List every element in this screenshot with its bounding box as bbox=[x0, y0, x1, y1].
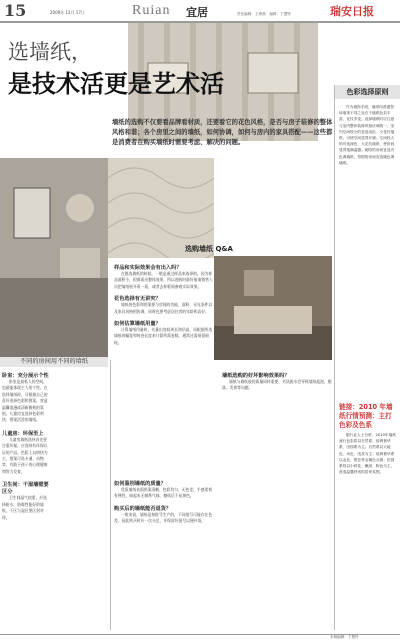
sidebar-divider bbox=[334, 85, 335, 630]
sidebar-heading: 链接：2010 年墙纸行情预测：主打色彩及色系 bbox=[339, 403, 393, 429]
headline-line-1: 选墙纸， bbox=[8, 40, 92, 64]
issue-date: 2009年 12月 17日 bbox=[50, 10, 85, 15]
wallpaper-sample-photo bbox=[108, 158, 214, 258]
left-article-title: 不同的房间用不同的墙纸 bbox=[19, 358, 89, 365]
footer-editor: 本版编辑：卞慧铃 bbox=[330, 635, 359, 639]
section-name-en: Ruian bbox=[132, 3, 171, 18]
answer-2: 墙纸的色彩和图案要与房间的功能、面积、采光条件以及家具风格相协调，同时也要考虑居住者的年龄和喜好。 bbox=[114, 302, 213, 314]
answer-1: 在挑选墙纸的时候，一般是通过样品来选择的。因为样品面积小，很难看出整体效果，所以选购时最好能请销售人员把墙纸展开看一看，或者去样板间参观实际效果。 bbox=[114, 271, 213, 289]
question-1: 样品和实际效果会有出入吗？ bbox=[114, 265, 182, 271]
subhead-bedroom: 卧室：充分展示个性 bbox=[2, 373, 49, 379]
section-name-cn: 宜居 bbox=[186, 6, 208, 19]
answer-4: 优质墙纸表面图案清晰、色彩均匀、无色差，手感柔韧有弹性，闻起来无刺鼻气味，擦拭后不易掉色。 bbox=[114, 487, 213, 499]
qa-col-2 bbox=[222, 372, 332, 392]
room-photo-left bbox=[0, 158, 108, 360]
article-deck: 墙纸的选购不仅要看品牌看材质，还要看它的花色风格，是否与房子装修的整体风格和谐；各个房里之间的墙纸，如何协调，如何与房内的家具搭配——这些都是消费者在购买墙纸时需要考虑、解决的问题。 bbox=[112, 119, 333, 147]
question-5: 购买后的墙纸能否退货？ bbox=[114, 505, 172, 512]
editor-info: 责任编辑：王海燕 编辑：卞慧铃 bbox=[237, 12, 291, 16]
subhead-bathroom: 卫生间：干湿墙壁要区分 bbox=[2, 482, 49, 496]
question-4: 如何鉴别墙纸的质量？ bbox=[114, 481, 166, 487]
left-article-title-bar bbox=[0, 357, 108, 367]
left-article-col-1 bbox=[2, 372, 50, 521]
headline-line-2: 是技术活更是艺术活 bbox=[8, 70, 224, 98]
qa-col-1b bbox=[114, 480, 214, 525]
sidebar-title: 色彩选择原则 bbox=[346, 88, 389, 96]
page-number: 15 bbox=[4, 1, 27, 20]
body-kids-room: 儿童房墙纸选择首先要注重环保，应选择有环保认证的产品。色彩上以明快为主，图案可选卡通、动物等，有助于孩子的心理健康和智力发育。 bbox=[2, 436, 48, 474]
newspaper-logo: 瑞安日报 bbox=[330, 5, 374, 18]
column-divider bbox=[110, 360, 111, 630]
question-3: 如何估算墙纸用量？ bbox=[114, 321, 161, 328]
qa-section-title: 选购墙纸 Q&A bbox=[185, 245, 233, 253]
subhead-kids-room: 儿童房：环保至上 bbox=[2, 430, 44, 437]
question-2: 花色选择有无讲究？ bbox=[114, 296, 161, 303]
qa-col-1 bbox=[114, 264, 214, 346]
body-bathroom: 卫生间湿气较重，应选择防水、防霉性能好的墙纸，干区与湿区要区别对待。 bbox=[2, 495, 47, 520]
body-bedroom: 卧室是最私人的空间，也最能体现主人的个性。在选择墙纸时，可根据自己的喜好选择色彩和图案，营造温馨浪漫或清新雅致的氛围。儿童房宜选择色彩明快、图案活泼的墙纸。 bbox=[2, 379, 48, 423]
sidebar-body: 作为墙饰手段，墙纸同普通瓷砖墙饰不同之处在于墙纸色彩丰富，花纹多变。选择墙纸时应注意与室内整体装修风格协调统一，室内空间较小的宜选浅色、小花纹墙纸，可使空间显得开阔；空间较大的可选深色、大花纹墙纸，使房间显得饱满温馨。朝阳的房间宜选冷色调墙纸，背阴的房间宜选暖色调墙纸。 bbox=[339, 105, 395, 165]
answer-5: 一般来说，墙纸是按批号生产的，不同批号可能存在色差，因此购买时应一次买足，并保留好批号以便补货。 bbox=[114, 511, 213, 524]
answer-6: 墙纸与墙纸胶的质量同样重要，劣质胶水会导致墙纸起泡、脱落、发黄等问题。 bbox=[222, 379, 332, 391]
bedroom-photo bbox=[214, 256, 332, 360]
sidebar-title-bar bbox=[335, 85, 400, 99]
question-6: 墙纸选购的好坏影响效果吗？ bbox=[222, 373, 290, 379]
sidebar-body-2: 据行业人士分析，2010年墙纸流行色彩将以自然系、低调奢华系、田园系为主。自然系以大地色、米色、浅灰为主；低调奢华系以金色、银色等金属色点缀；田园系则以小碎花、嫩绿、粉色为主，营造温馨舒适的居家氛围。 bbox=[339, 433, 396, 475]
answer-3: 计算墙纸用量时，先量出房间周长和层高，再根据所选墙纸的幅宽和每卷长度来计算所需卷数，通常还需预留损耗。 bbox=[114, 327, 213, 345]
